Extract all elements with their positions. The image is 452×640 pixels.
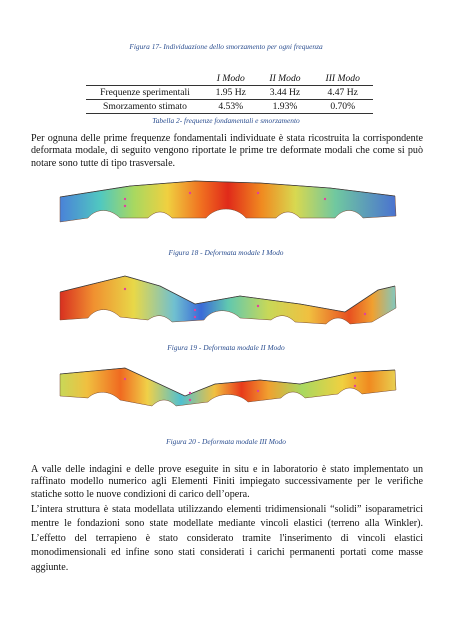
cell-damping-mode-2: 1.93%	[258, 100, 313, 114]
table-2-caption: Tabella 2- frequenze fondamentali e smorzamento	[152, 116, 300, 125]
paragraph-modal-shapes: Per ognuna delle prime frequenze fondamentali individuate è stata ricostruita la corrispondente deformata modale, di seguito vengono riportate le prime tre deformate modali che come si può notare sono tutte di tipo trasversale.	[31, 133, 423, 169]
figure-19-caption: Figura 19 - Deformata modale II Modo	[167, 343, 285, 352]
row-label-frequencies: Frequenze sperimentali	[86, 86, 204, 100]
cell-frequency-mode-2: 3.44 Hz	[258, 86, 313, 100]
cell-damping-mode-3: 0.70%	[312, 100, 373, 114]
paragraph-structure-modelling: L’intera struttura è stata modellata utilizzando elementi tridimensionali “solidi” isoparametrici mentre le fondazioni sono state modellate mediante vincoli elastici (terreno alla Winkler). L’effetto del terrapieno è stato considerato tramite l'inserimento di vincoli elastici monodimensionali ed infine sono stati considerati i carichi permanenti portati come masse aggiunte.	[31, 504, 423, 573]
table-row	[86, 100, 373, 114]
table-header-mode-2: II Modo	[269, 73, 301, 84]
figure-18-caption: Figura 18 - Deformata modale I Modo	[168, 248, 284, 257]
table-row	[86, 86, 373, 100]
cell-frequency-mode-1: 1.95 Hz	[204, 86, 258, 100]
row-label-damping: Smorzamento stimato	[86, 100, 204, 114]
frequency-table	[86, 72, 373, 114]
cell-damping-mode-1: 4.53%	[204, 100, 258, 114]
figure-18-mode-1-image	[0, 172, 452, 244]
paragraph-fem-model: A valle delle indagini e delle prove eseguite in situ e in laboratorio è stato implementato un raffinato modello numerico agli Elementi Finiti impiegato successivamente per le verifiche statiche sotto le nuove condizioni di carico dell’opera.	[31, 464, 423, 500]
figure-20-mode-3-image	[0, 360, 452, 434]
figure-19-mode-2-image	[0, 262, 452, 342]
cell-frequency-mode-3: 4.47 Hz	[312, 86, 373, 100]
table-header-mode-3: III Modo	[325, 73, 360, 84]
table-header-row	[86, 72, 373, 86]
table-header-blank	[86, 72, 204, 86]
figure-17-caption: Figura 17- Individuazione dello smorzamento per ogni frequenza	[129, 42, 323, 51]
table-header-mode-1: I Modo	[216, 73, 245, 84]
figure-20-caption: Figura 20 - Deformata modale III Modo	[166, 437, 286, 446]
